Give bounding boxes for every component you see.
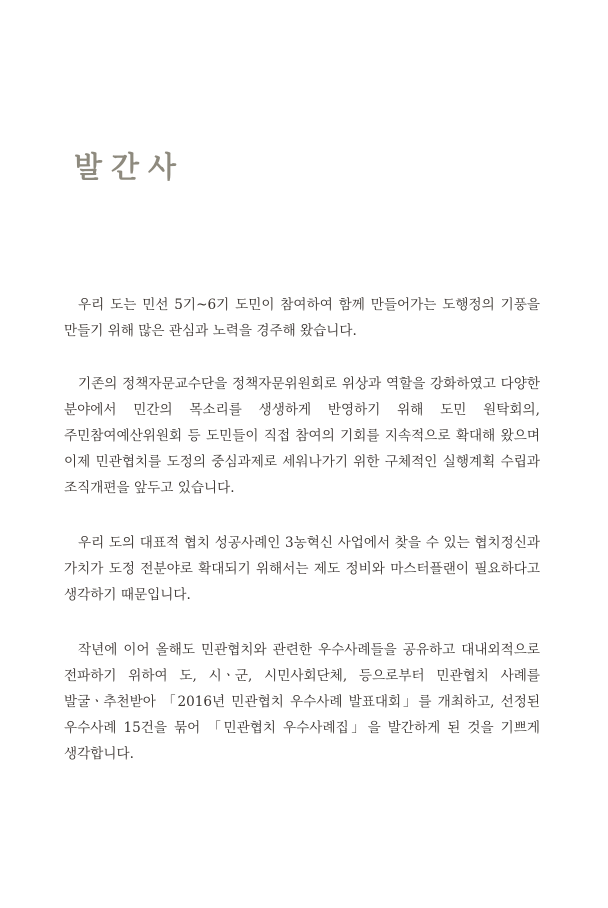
paragraph-1: 우리 도는 민선 5기~6기 도민이 참여하여 함께 만들어가는 도행정의 기풍을 만들기 위해 많은 관심과 노력을 경주해 왔습니다. <box>64 297 540 339</box>
paragraph-2: 기존의 정책자문교수단을 정책자문위원회로 위상과 역할을 강화하였고 다양한 분야에서 민간의 목소리를 생생하게 반영하기 위해 도민 원탁회의, 주민참여예산위원회 등 도민들이 직접 참여의 기회를 지속적으로 확대해 왔으며 이제 민관협치를 도정의 중심과제로 세워나가기 위한 구체적인 실행계획 수립과 조직개편을 앞두고 있습니다. <box>64 376 540 496</box>
paragraph-4: 작년에 이어 올해도 민관협치와 관련한 우수사례들을 공유하고 대내외적으로 전파하기 위하여 도, 시ㆍ군, 시민사회단체, 등으로부터 민관협치 사례를 발굴ㆍ추천받아 「2016년 민관협치 우수사례 발표대회」를 개최하고, 선정된 우수사례 15건을 묶어 「민관협치 우수사례집」을 발간하게 된 것을 기쁘게 생각합니다. <box>64 642 540 762</box>
body-text <box>64 292 540 796</box>
page-title: 발간사 <box>74 150 186 184</box>
paragraph-3: 우리 도의 대표적 협치 성공사례인 3농혁신 사업에서 찾을 수 있는 협치정신과 가치가 도정 전분야로 확대되기 위해서는 제도 정비와 마스터플랜이 필요하다고 생각하기 때문입니다. <box>64 535 540 603</box>
